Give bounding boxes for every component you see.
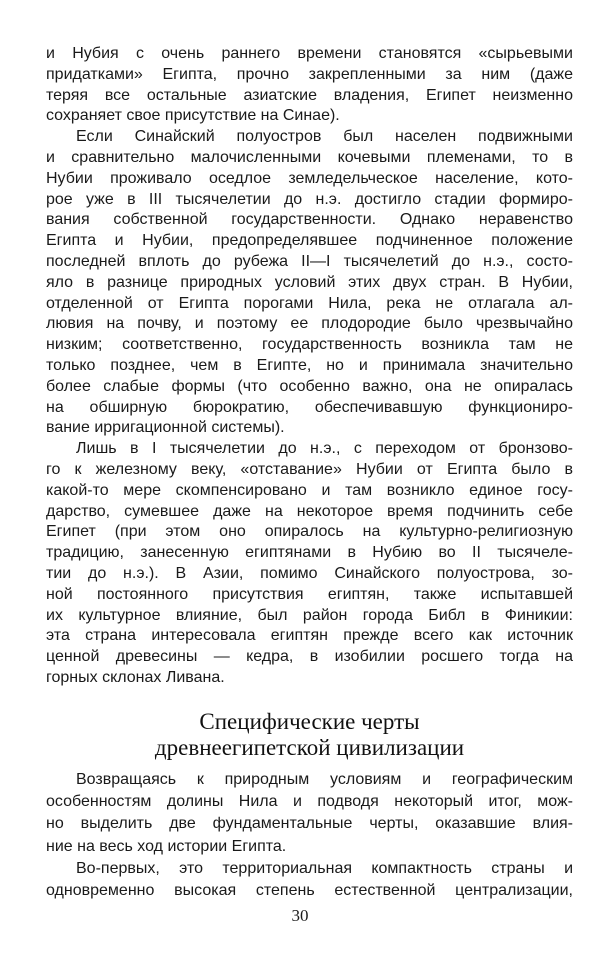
section-text-before — [46, 44, 573, 689]
text-line: рое уже в III тысячелетии до н.э. достигло стадии формиро- — [46, 190, 573, 208]
text-line: эта страна интересовала египтян прежде всего как источник — [46, 627, 573, 645]
text-line: особенностям долины Нила и подводя некоторый итог, мож- — [46, 793, 573, 810]
text-line: яло в разнице природных условий этих двух стран. В Нубии, — [46, 273, 573, 291]
text-line: низким; соответственно, государственность возникла там не — [46, 336, 573, 354]
text-line: только позднее, чем в Египте, но и принимала значительно — [46, 356, 573, 374]
text-line: последней вплоть до рубежа II—I тысячелетий до н.э., состо- — [46, 252, 573, 270]
text-line: вания собственной государственности. Однако неравенство — [46, 211, 573, 229]
text-line: на обширную бюрократию, обеспечивавшую функциониро- — [46, 398, 573, 416]
page-number: 30 — [291, 906, 309, 925]
text-line: лювия на почву, и поэтому ее плодородие было чрезвычайно — [46, 315, 573, 333]
text-line: и сравнительно малочисленными кочевыми племенами, то в — [46, 148, 573, 166]
text-line: сохраняет свое присутствие на Синае). — [46, 107, 340, 125]
text-line: Если Синайский полуостров был населен подвижными — [76, 128, 573, 146]
page-body — [46, 44, 573, 902]
paragraph — [46, 858, 573, 903]
text-line: Возвращаясь к природным условиям и географическим — [76, 770, 573, 788]
text-line: ценной древесины — кедра, в изобилии росшего тогда на — [46, 648, 573, 666]
paragraph — [46, 769, 573, 858]
text-line: Египта и Нубии, предопределявшее подчиненное положение — [46, 232, 573, 250]
text-line: Во-первых, это территориальная компактность страны и — [76, 859, 573, 877]
section-heading — [46, 709, 573, 761]
text-line: вание ирригационной системы). — [46, 419, 285, 437]
section-text-after — [46, 769, 573, 903]
text-line: их культурное влияние, был район города Библ в Финикии: — [46, 606, 573, 624]
text-line: Лишь в I тысячелетии до н.э., с переходом от бронзово- — [76, 440, 573, 458]
text-line: Нубии проживало оседлое земледельческое население, кото- — [46, 169, 573, 187]
text-line: отделенной от Египта порогами Нила, река не отлагала ал- — [46, 294, 573, 312]
paragraph — [46, 44, 573, 127]
text-line: традицию, занесенную египтянами в Нубию во II тысячеле- — [46, 544, 573, 562]
text-line: горных склонах Ливана. — [46, 668, 225, 686]
heading-line: Специфические черты — [199, 708, 420, 734]
text-line: какой-то мере скомпенсировано и там возникло единое госу- — [46, 481, 573, 499]
paragraph — [46, 439, 573, 689]
paragraph — [46, 127, 573, 439]
text-line: и Нубия с очень раннего времени становятся «сырьевыми — [46, 45, 573, 62]
text-line: ной постоянного присутствия египтян, также испытавшей — [46, 585, 573, 603]
text-line: но выделить две фундаментальные черты, оказавшие влия- — [46, 815, 573, 833]
heading-line: древнеегипетской цивилизации — [154, 734, 465, 760]
text-line: дарство, сумевшее даже на некоторое время подчинить себе — [46, 502, 573, 520]
text-line: теряя все остальные азиатские владения, Египет неизменно — [46, 86, 573, 104]
text-line: придатками» Египта, прочно закрепленными за ним (даже — [46, 65, 573, 83]
text-line: тии до н.э.). В Азии, помимо Синайского полуострова, зо- — [46, 564, 573, 582]
text-line: ние на весь ход истории Египта. — [46, 837, 287, 855]
text-line: одновременно высокая степень естественной централизации, — [46, 882, 573, 900]
text-line: Египет (при этом оно опиралось на культурно-религиозную — [46, 523, 573, 541]
text-line: более слабые формы (что особенно важно, она не опиралась — [46, 377, 573, 395]
text-line: го к железному веку, «отставание» Нубии от Египта было в — [46, 460, 573, 478]
